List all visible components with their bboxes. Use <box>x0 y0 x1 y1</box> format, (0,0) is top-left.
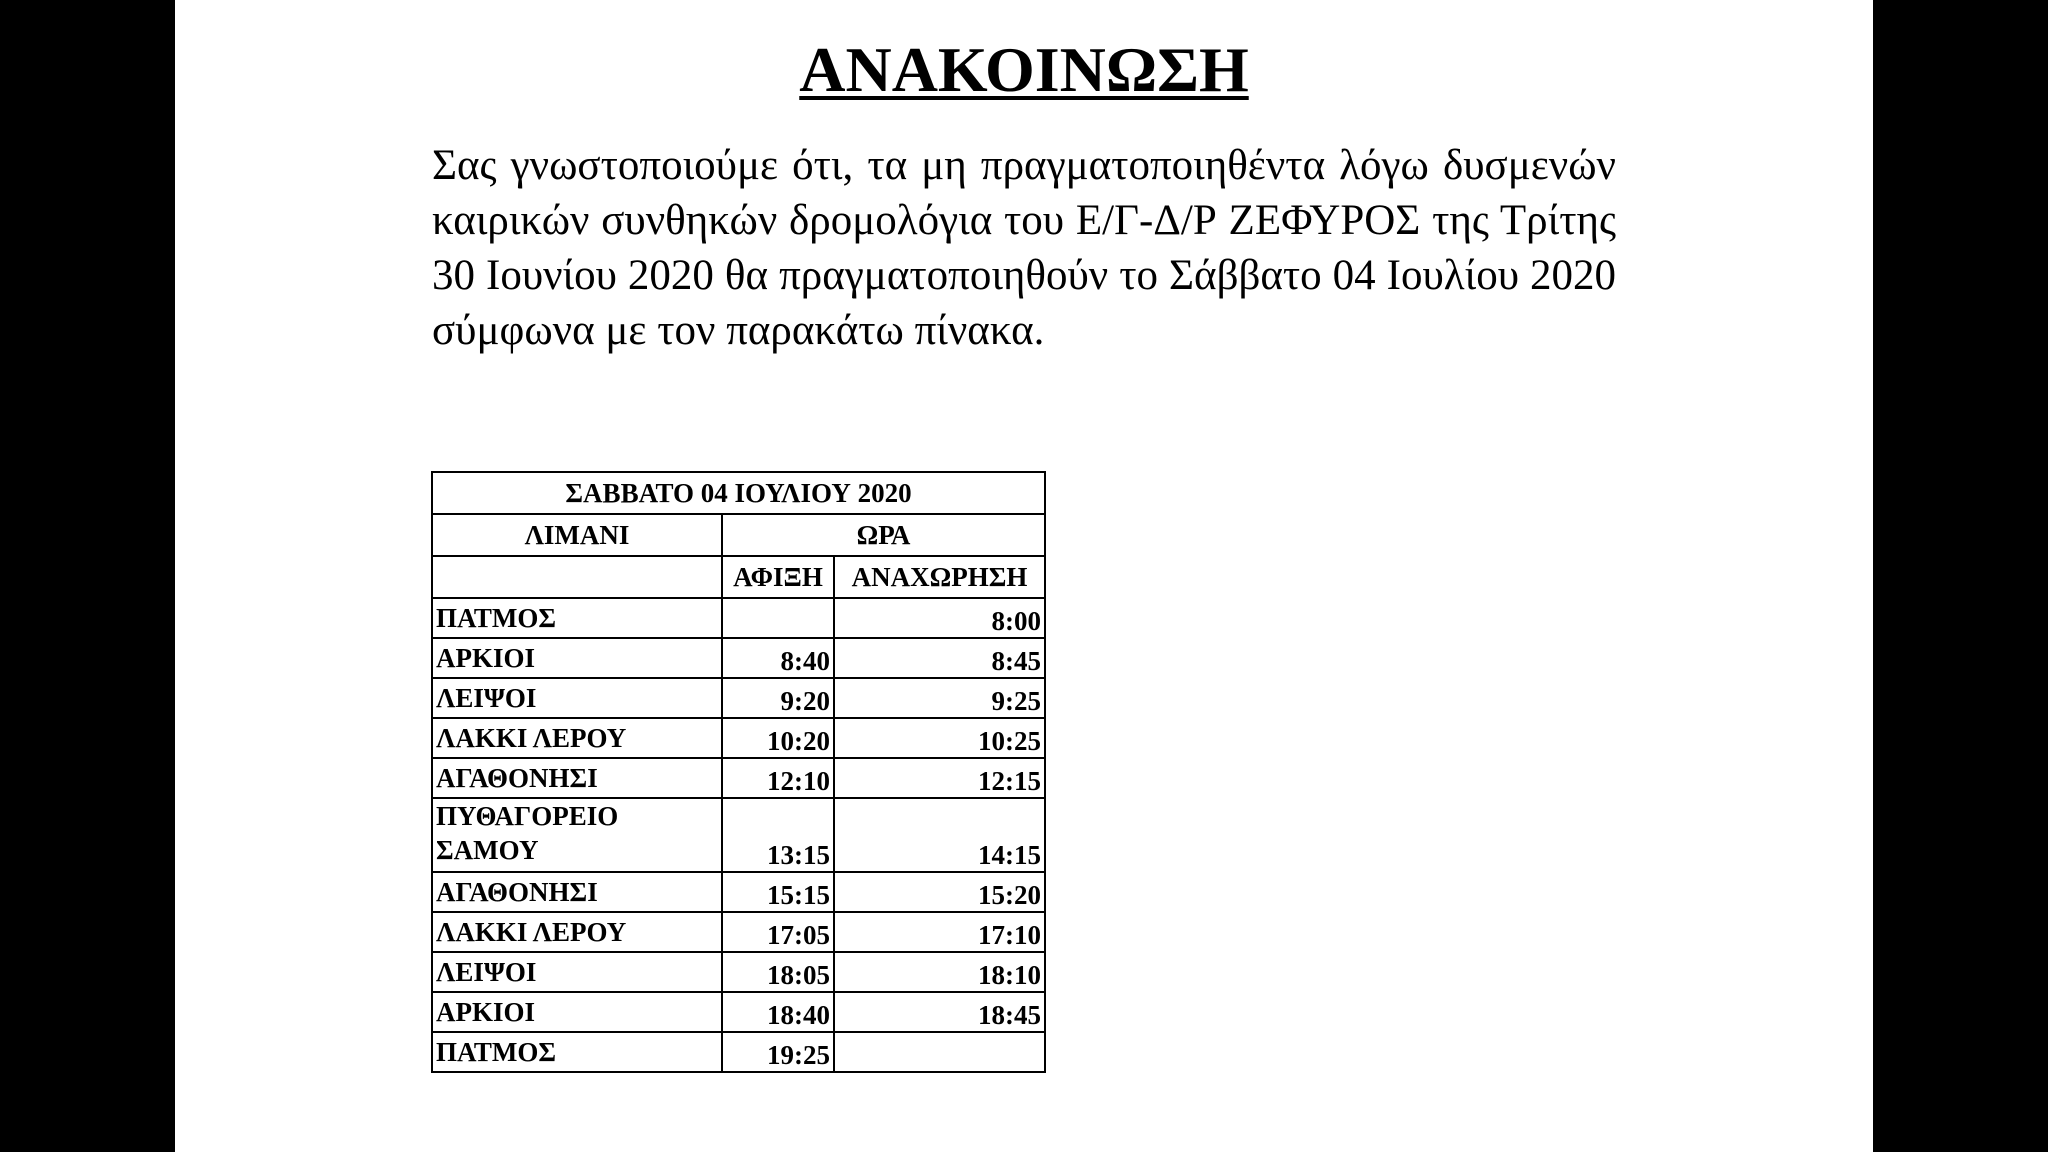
departure-cell <box>834 1032 1045 1072</box>
date-header-row <box>432 472 1045 514</box>
port-cell: ΑΡΚΙΟΙ <box>432 638 722 678</box>
arrival-cell: 18:05 <box>722 952 834 992</box>
departure-header: ΑΝΑΧΩΡΗΣΗ <box>834 556 1045 598</box>
departure-cell: 9:25 <box>834 678 1045 718</box>
schedule-table <box>431 471 1046 1073</box>
port-cell: ΛΕΙΨΟΙ <box>432 678 722 718</box>
departure-cell: 18:45 <box>834 992 1045 1032</box>
port-cell: ΑΓΑΘΟΝΗΣΙ <box>432 758 722 798</box>
port-cell: ΠΑΤΜΟΣ <box>432 1032 722 1072</box>
departure-cell: 8:00 <box>834 598 1045 638</box>
subheader-row <box>432 556 1045 598</box>
arrival-header: ΑΦΙΞΗ <box>722 556 834 598</box>
table-row <box>432 992 1045 1032</box>
table-row <box>432 718 1045 758</box>
arrival-cell: 18:40 <box>722 992 834 1032</box>
table-row <box>432 758 1045 798</box>
departure-cell: 8:45 <box>834 638 1045 678</box>
date-header: ΣΑΒΒΑΤΟ 04 ΙΟΥΛΙΟΥ 2020 <box>432 472 1045 514</box>
table-row <box>432 638 1045 678</box>
table-row <box>432 598 1045 638</box>
empty-header-cell <box>432 556 722 598</box>
port-cell: ΠΑΤΜΟΣ <box>432 598 722 638</box>
table-row <box>432 912 1045 952</box>
arrival-cell: 10:20 <box>722 718 834 758</box>
port-cell: ΠΥΘΑΓΟΡΕΙΟ ΣΑΜΟΥ <box>432 798 722 872</box>
port-cell: ΛΕΙΨΟΙ <box>432 952 722 992</box>
departure-cell: 15:20 <box>834 872 1045 912</box>
departure-cell: 18:10 <box>834 952 1045 992</box>
announcement-title <box>175 34 1873 106</box>
arrival-cell: 8:40 <box>722 638 834 678</box>
arrival-cell: 15:15 <box>722 872 834 912</box>
table-row <box>432 952 1045 992</box>
table-row <box>432 678 1045 718</box>
departure-cell: 10:25 <box>834 718 1045 758</box>
departure-cell: 17:10 <box>834 912 1045 952</box>
announcement-title-text: ΑΝΑΚΟΙΝΩΣΗ <box>799 34 1249 105</box>
arrival-cell <box>722 598 834 638</box>
document-page <box>175 0 1873 1152</box>
port-cell: ΛΑΚΚΙ ΛΕΡΟΥ <box>432 912 722 952</box>
column-header-row <box>432 514 1045 556</box>
port-cell: ΑΡΚΙΟΙ <box>432 992 722 1032</box>
arrival-cell: 12:10 <box>722 758 834 798</box>
departure-cell: 14:15 <box>834 798 1045 872</box>
port-cell: ΛΑΚΚΙ ΛΕΡΟΥ <box>432 718 722 758</box>
port-cell: ΑΓΑΘΟΝΗΣΙ <box>432 872 722 912</box>
time-header: ΩΡΑ <box>722 514 1045 556</box>
arrival-cell: 9:20 <box>722 678 834 718</box>
table-row <box>432 798 1045 872</box>
notice-paragraph: Σας γνωστοποιούμε ότι, τα μη πραγματοποιηθέντα λόγω δυσμενών καιρικών συνθηκών δρομολόγια του Ε/Γ-Δ/Ρ ΖΕΦΥΡΟΣ της Τρίτης 30 Ιουνίου 2020 θα πραγματοποιηθούν το Σάββατο 04 Ιουλίου 2020 σύμφωνα με τον παρακάτω πίνακα. <box>432 142 1616 354</box>
arrival-cell: 17:05 <box>722 912 834 952</box>
table-row <box>432 1032 1045 1072</box>
arrival-cell: 19:25 <box>722 1032 834 1072</box>
port-header: ΛΙΜΑΝΙ <box>432 514 722 556</box>
departure-cell: 12:15 <box>834 758 1045 798</box>
arrival-cell: 13:15 <box>722 798 834 872</box>
table-row <box>432 872 1045 912</box>
